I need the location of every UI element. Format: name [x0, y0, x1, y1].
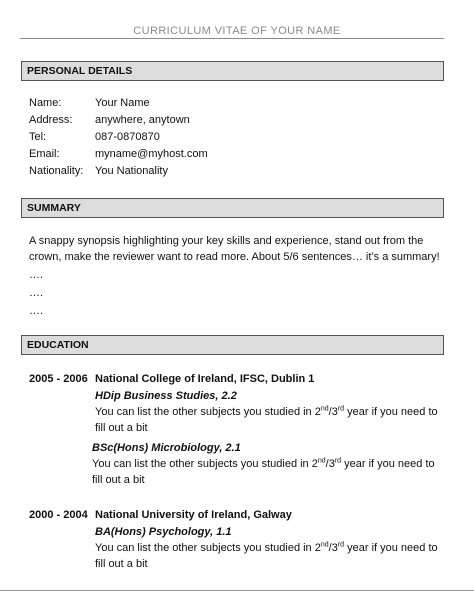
education-institution: National College of Ireland, IFSC, Dublin 1: [95, 373, 315, 385]
value-name: Your Name: [95, 97, 150, 109]
summary-dots: ….: [29, 269, 44, 281]
education-years: 2005 - 2006: [29, 373, 88, 385]
education-degree: BA(Hons) Psychology, 1.1: [95, 526, 232, 538]
label-email: Email:: [29, 148, 60, 160]
summary-dots: ….: [29, 287, 44, 299]
education-note: You can list the other subjects you studied in 2nd/3rd year if you need to fill out a bit: [95, 405, 438, 434]
document-title: CURRICULUM VITAE OF YOUR NAME: [133, 25, 341, 37]
education-degree: HDip Business Studies, 2.2: [95, 390, 237, 402]
value-tel: 087-0870870: [95, 131, 160, 143]
education-years: 2000 - 2004: [29, 509, 88, 521]
summary-dots: ….: [29, 305, 44, 317]
summary-text: A snappy synopsis highlighting your key skills and experience, stand out from the crown, make the reviewer want to read more. About 5/6 sentences… it’s a summary!: [29, 235, 440, 263]
education-note: You can list the other subjects you studied in 2nd/3rd year if you need to fill out a bit: [92, 457, 435, 486]
section-header-personal: PERSONAL DETAILS: [21, 61, 444, 81]
title-divider: [20, 38, 444, 39]
value-address: anywhere, anytown: [95, 114, 190, 126]
page-bottom-edge: [0, 590, 474, 591]
value-email: myname@myhost.com: [95, 148, 208, 160]
section-header-education: EDUCATION: [21, 335, 444, 355]
label-tel: Tel:: [29, 131, 47, 143]
education-degree: BSc(Hons) Microbiology, 2.1: [92, 442, 241, 454]
value-nationality: You Nationality: [95, 165, 168, 177]
label-address: Address:: [29, 114, 73, 126]
education-institution: National University of Ireland, Galway: [95, 509, 292, 521]
section-header-summary: SUMMARY: [21, 198, 444, 218]
label-nationality: Nationality:: [29, 165, 84, 177]
education-note: You can list the other subjects you studied in 2nd/3rd year if you need to fill out a bit: [95, 541, 438, 570]
label-name: Name:: [29, 97, 62, 109]
